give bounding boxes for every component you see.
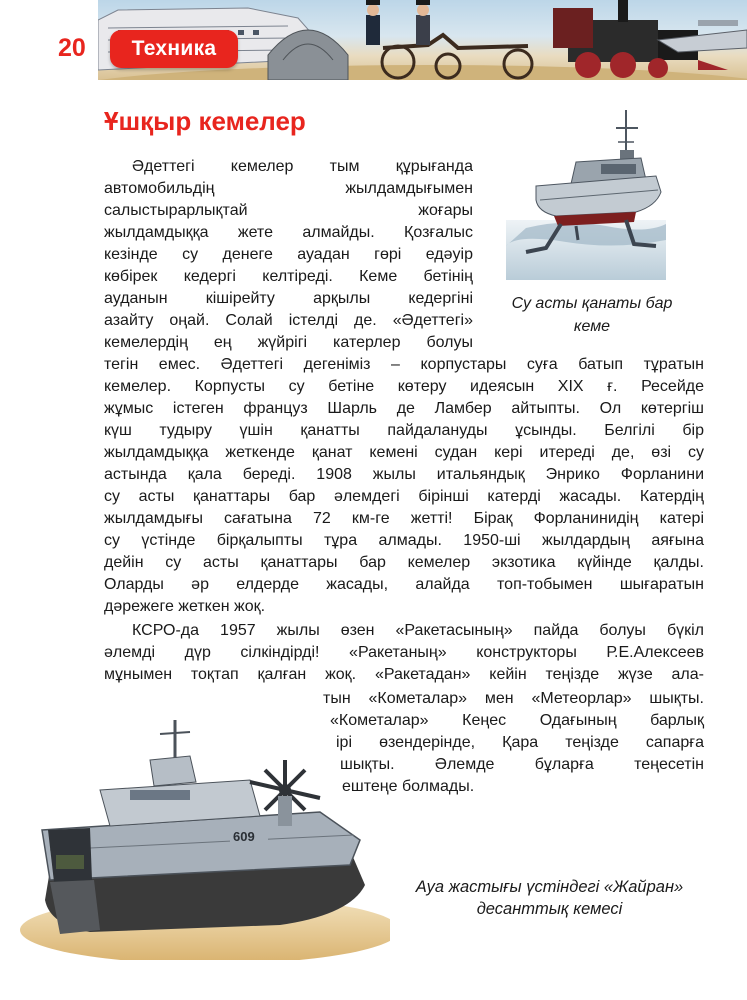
text-line: тын «Кометалар» мен «Метеорлар» шықты. [323, 690, 704, 707]
page-number: 20 [58, 34, 86, 62]
text-line: кемелер. Корпусты су бетіне көтеру идеясын XIX ғ. Ресейде [104, 378, 704, 395]
text-line: КСРО-да 1957 жылы өзен «Ракетасының» пайда болуы бүкіл [132, 622, 704, 639]
text-line: астында қала береді. 1908 жылы итальяндық Энрико Форланини [104, 466, 704, 483]
text-line: кемелердің ең жүйрігі катерлер болуы [104, 334, 473, 351]
section-tab: Техника [110, 30, 238, 68]
hull-number: 609 [233, 829, 255, 844]
hydrofoil-ship-illustration [506, 100, 666, 280]
text-line: Оларды әр елдерде жасады, алайда топ-тобымен шығаратын [104, 576, 704, 593]
figure-caption-line: десанттық кемесі [476, 900, 623, 918]
text-line: әлемді дүр сілкіндірді! «Ракетаның» конструкторы Р.Е.Алексеев [104, 644, 704, 661]
figure-caption-line: кеме [573, 318, 611, 335]
text-line: жылдамдыққа жете алмайды. Қозғалыс [104, 224, 473, 241]
text-line: «Кометалар» Кеңес Одағының барлық [330, 712, 704, 729]
article-title: Ұшқыр кемелер [104, 106, 306, 136]
text-line: ештеңе болмады. [342, 778, 475, 795]
text-line: жылдамдығы сағатына 72 км-ге жетті! Бірақ Форланинидің катері [104, 510, 704, 527]
figure-caption-line: Су асты қанаты бар [511, 295, 673, 312]
text-line: су асты қанаттары бар әлемдегі бірінші катерді жасады. Катердің [104, 488, 704, 505]
text-line: шықты. Әлемде бұларға теңесетін [340, 756, 704, 773]
text-line: кезінде су денеге ауадан гөрі едәуір [104, 246, 473, 263]
text-line: салыстырарлықтай жоғары [104, 202, 473, 219]
text-line: ірі өзендерінде, Қара теңізде сапарға [336, 734, 704, 751]
text-line: Әдеттегі кемелер тым құрығанда [132, 158, 473, 175]
text-line: күш тудыру үшін қанатты пайдалануды ұсынды. Белгілі бір [104, 422, 704, 439]
hovercraft-illustration [20, 720, 390, 960]
figure-caption-line: Ауа жастығы үстіндегі «Жайран» [415, 878, 684, 896]
text-line: көбірек кедергі келтіреді. Кеме бетінің [104, 268, 473, 285]
text-line: тегін емес. Әдеттегі дегеніміз – корпустары суға батып тұратын [104, 356, 704, 373]
text-line: автомобильдің жылдамдығымен [104, 180, 473, 197]
text-line: дейін су асты қанаттары бар кемелер экзотика күйінде қалды. [104, 554, 704, 571]
text-line: дәрежеге жеткен жоқ. [104, 598, 266, 615]
text-line: жұмыс істеген француз Шарль де Ламбер айтыпты. Ол көтергіш [104, 400, 704, 417]
text-line: су үстінде бірқалыпты тұра алмады. 1950-ші жылдардың аяғына [104, 532, 704, 549]
text-line: азайту оңай. Солай істелді де. «Әдеттегі» [104, 312, 473, 329]
text-line: мұнымен тоқтап қалған жоқ. «Ракетадан» кейін теңізде жүзе ала- [104, 666, 704, 683]
text-line: жылдамдыққа жеткенде қанат кемені судан кері итереді де, өзі су [104, 444, 704, 461]
text-line: ауданын кішірейту арқылы кедергіні [104, 290, 473, 307]
